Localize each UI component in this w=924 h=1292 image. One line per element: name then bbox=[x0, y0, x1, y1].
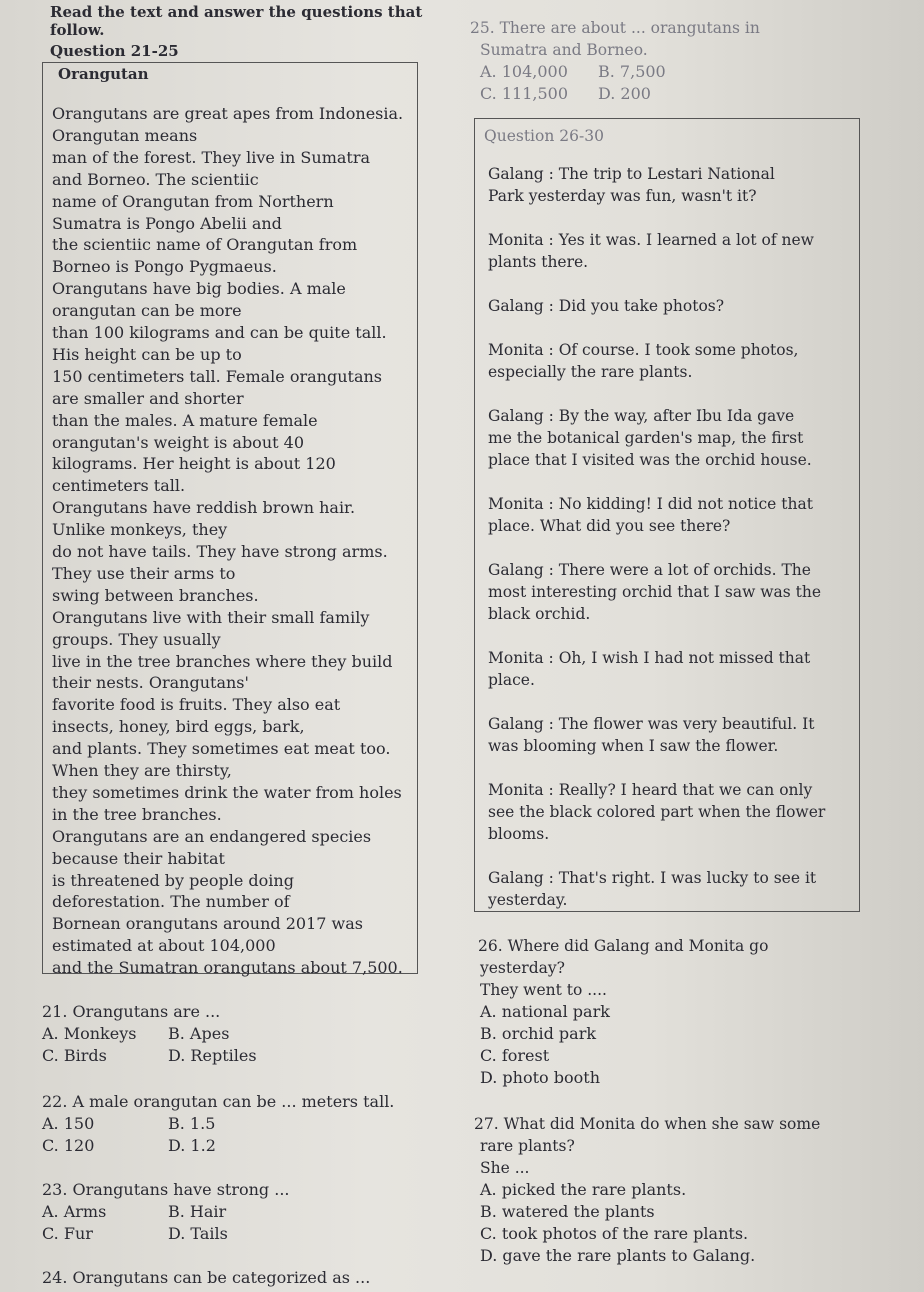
q27-option-c[interactable]: C. took photos of the rare plants. bbox=[480, 1224, 749, 1243]
passage-line: 150 centimeters tall. Female orangutans bbox=[52, 366, 382, 386]
passage-line: Orangutans are an endangered species bbox=[52, 826, 372, 846]
q22-stem: 22. A male orangutan can be ... meters tall. bbox=[42, 1092, 395, 1111]
dialog-line: Park yesterday was fun, wasn't it? bbox=[488, 187, 757, 205]
dialog-line: especially the rare plants. bbox=[488, 363, 693, 381]
q25-option-d[interactable]: D. 200 bbox=[598, 84, 651, 103]
q23-option-b[interactable]: B. Hair bbox=[168, 1202, 227, 1221]
dialog-line: Galang : The flower was very beautiful. It bbox=[488, 715, 815, 733]
q27-stem-line-3: She ... bbox=[480, 1159, 530, 1177]
passage-line: live in the tree branches where they build bbox=[52, 651, 393, 671]
passage-line: swing between branches. bbox=[52, 585, 259, 605]
q24-stem: 24. Orangutans can be categorized as ... bbox=[42, 1268, 371, 1287]
passage-line: favorite food is fruits. They also eat bbox=[52, 695, 341, 715]
passage-line: estimated at about 104,000 bbox=[52, 936, 276, 956]
passage-line: the scientiic name of Orangutan from bbox=[52, 235, 358, 255]
dialog-line: Monita : Yes it was. I learned a lot of new bbox=[488, 231, 814, 249]
q26-stem-line-2: yesterday? bbox=[480, 959, 565, 977]
passage-line: deforestation. The number of bbox=[52, 892, 290, 912]
q25-stem-line-1: 25. There are about ... orangutans in bbox=[470, 19, 760, 37]
instructions-line-2: follow. bbox=[50, 21, 105, 39]
q26-option-c[interactable]: C. forest bbox=[480, 1046, 550, 1065]
dialog-line: Galang : There were a lot of orchids. The bbox=[488, 561, 811, 579]
passage-line: Orangutan means bbox=[52, 125, 198, 145]
q25-stem-line-2: Sumatra and Borneo. bbox=[480, 41, 648, 59]
passage-line: and Borneo. The scientiic bbox=[52, 169, 259, 189]
dialog-line: Monita : Oh, I wish I had not missed that bbox=[488, 649, 811, 667]
passage-line: Orangutans have reddish brown hair. bbox=[52, 498, 356, 518]
dialog-line: Galang : That's right. I was lucky to see it bbox=[488, 869, 817, 887]
q21-option-d[interactable]: D. Reptiles bbox=[168, 1046, 257, 1065]
passage-line: orangutan can be more bbox=[52, 301, 242, 321]
passage-line: Sumatra is Pongo Abelii and bbox=[52, 213, 282, 233]
q23-option-c[interactable]: C. Fur bbox=[42, 1224, 93, 1243]
q23-option-d[interactable]: D. Tails bbox=[168, 1224, 228, 1243]
instructions-line-1: Read the text and answer the questions that bbox=[50, 3, 423, 21]
dialog-line: most interesting orchid that I saw was the bbox=[488, 583, 822, 601]
passage-line: Bornean orangutans around 2017 was bbox=[52, 914, 363, 934]
passage-line: insects, honey, bird eggs, bark, bbox=[52, 717, 305, 737]
q22-option-b[interactable]: B. 1.5 bbox=[168, 1114, 216, 1133]
q22-option-d[interactable]: D. 1.2 bbox=[168, 1136, 216, 1155]
passage-line: their nests. Orangutans' bbox=[52, 673, 249, 693]
dialog-line: blooms. bbox=[488, 825, 550, 843]
q22-option-c[interactable]: C. 120 bbox=[42, 1136, 95, 1155]
passage-line: His height can be up to bbox=[52, 344, 242, 364]
q27-stem-line-2: rare plants? bbox=[480, 1137, 575, 1155]
passage-line: because their habitat bbox=[52, 848, 225, 868]
passage-line: Unlike monkeys, they bbox=[52, 520, 228, 540]
dialog-line: place. What did you see there? bbox=[488, 517, 731, 535]
q22-option-a[interactable]: A. 150 bbox=[42, 1114, 95, 1133]
dialog-line: Galang : By the way, after Ibu Ida gave bbox=[488, 407, 795, 425]
passage-line: are smaller and shorter bbox=[52, 388, 244, 408]
dialog-line: Monita : Really? I heard that we can only bbox=[488, 781, 813, 799]
dialog-line: black orchid. bbox=[488, 605, 591, 623]
q27-stem-line-1: 27. What did Monita do when she saw some bbox=[474, 1115, 821, 1133]
q21-option-a[interactable]: A. Monkeys bbox=[42, 1024, 137, 1043]
passage-line: kilograms. Her height is about 120 bbox=[52, 454, 336, 474]
passage-line: man of the forest. They live in Sumatra bbox=[52, 147, 371, 167]
dialog-line: Galang : The trip to Lestari National bbox=[488, 165, 775, 183]
passage-line: and the Sumatran orangutans about 7,500. bbox=[52, 958, 403, 978]
q26-option-a[interactable]: A. national park bbox=[480, 1002, 610, 1021]
dialog-line: Monita : Of course. I took some photos, bbox=[488, 341, 799, 359]
q26-stem-line-1: 26. Where did Galang and Monita go bbox=[478, 937, 769, 955]
q25-option-a[interactable]: A. 104,000 bbox=[480, 62, 568, 81]
passage-line: centimeters tall. bbox=[52, 476, 186, 496]
q27-option-d[interactable]: D. gave the rare plants to Galang. bbox=[480, 1246, 756, 1265]
dialog-line: was blooming when I saw the flower. bbox=[488, 737, 779, 755]
dialog-line: place that I visited was the orchid house. bbox=[488, 451, 812, 469]
passage-line: than the males. A mature female bbox=[52, 410, 318, 430]
q21-option-b[interactable]: B. Apes bbox=[168, 1024, 230, 1043]
dialog-line: Galang : Did you take photos? bbox=[488, 297, 725, 315]
passage-line: do not have tails. They have strong arms. bbox=[52, 542, 388, 561]
passage-line: Orangutans are great apes from Indonesia. bbox=[52, 104, 404, 123]
q23-stem: 23. Orangutans have strong ... bbox=[42, 1180, 290, 1199]
passage-line: orangutan's weight is about 40 bbox=[52, 432, 304, 452]
passage-line: than 100 kilograms and can be quite tall. bbox=[52, 323, 387, 342]
q26-option-d[interactable]: D. photo booth bbox=[480, 1068, 600, 1087]
section-label: Question 21-25 bbox=[50, 42, 179, 60]
q27-option-a[interactable]: A. picked the rare plants. bbox=[480, 1180, 687, 1199]
dialog-title: Question 26-30 bbox=[484, 127, 604, 145]
dialog-line: yesterday. bbox=[488, 891, 568, 909]
q25-option-b[interactable]: B. 7,500 bbox=[598, 62, 666, 81]
dialog-line: plants there. bbox=[488, 253, 589, 271]
passage-line: is threatened by people doing bbox=[52, 870, 294, 890]
passage-line: groups. They usually bbox=[52, 629, 221, 649]
dialog-line: Monita : No kidding! I did not notice that bbox=[488, 495, 813, 513]
passage-line: and plants. They sometimes eat meat too. bbox=[52, 739, 391, 759]
passage-line: in the tree branches. bbox=[52, 804, 222, 824]
q21-stem: 21. Orangutans are ... bbox=[42, 1002, 221, 1021]
q26-stem-line-3: They went to .... bbox=[480, 981, 607, 999]
passage-line: name of Orangutan from Northern bbox=[52, 191, 334, 211]
passage-line: They use their arms to bbox=[52, 563, 236, 583]
passage-line: Borneo is Pongo Pygmaeus. bbox=[52, 257, 277, 277]
passage-title: Orangutan bbox=[58, 65, 149, 83]
passage-line: Orangutans have big bodies. A male bbox=[52, 279, 346, 299]
passage-line: they sometimes drink the water from holes bbox=[52, 782, 402, 802]
q27-option-b[interactable]: B. watered the plants bbox=[480, 1202, 655, 1221]
dialog-line: see the black colored part when the flower bbox=[488, 803, 826, 821]
q21-option-c[interactable]: C. Birds bbox=[42, 1046, 107, 1065]
dialog-line: me the botanical garden's map, the first bbox=[488, 429, 804, 447]
q26-option-b[interactable]: B. orchid park bbox=[480, 1024, 597, 1043]
dialog-line: place. bbox=[488, 671, 535, 689]
passage-line: When they are thirsty, bbox=[52, 761, 232, 780]
passage-line: Orangutans live with their small family bbox=[52, 607, 370, 627]
q23-option-a[interactable]: A. Arms bbox=[42, 1202, 107, 1221]
q25-option-c[interactable]: C. 111,500 bbox=[480, 84, 569, 103]
